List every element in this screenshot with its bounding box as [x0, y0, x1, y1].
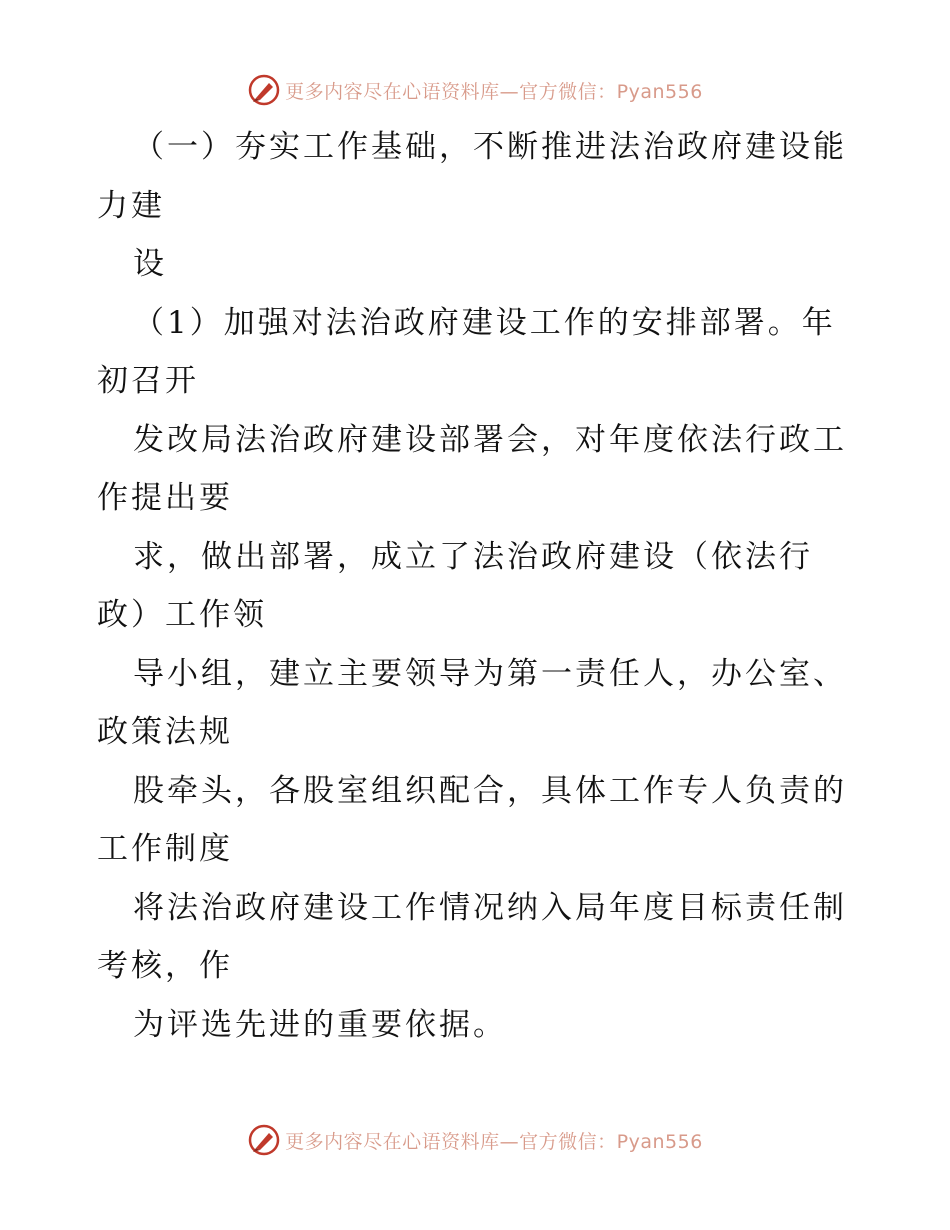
text-line: 设: [133, 246, 167, 282]
text-line: 发改局法治政府建设部署会，对年度依法行政工: [133, 422, 847, 458]
watermark-text: 更多内容尽在心语资料库—官方微信：Pyan556: [285, 1130, 703, 1153]
text-line: 政策法规: [97, 714, 233, 750]
text-line: 为评选先进的重要依据。: [133, 1007, 507, 1043]
text-line: 股牵头，各股室组织配合，具体工作专人负责的: [133, 773, 847, 809]
text-line: 导小组，建立主要领导为第一责任人，办公室、: [133, 656, 847, 692]
text-line: 将法治政府建设工作情况纳入局年度目标责任制: [133, 890, 847, 926]
text-line: 作提出要: [97, 480, 233, 516]
text-line: 初召开: [97, 363, 199, 399]
text-line: 政）工作领: [97, 597, 267, 633]
header-watermark: [0, 70, 950, 110]
text-line: （1）加强对法治政府建设工作的安排部署。年: [133, 305, 836, 341]
text-line: 求，做出部署，成立了法治政府建设（依法行: [133, 539, 813, 575]
text-line: 考核，作: [97, 948, 233, 984]
text-line: （一）夯实工作基础，不断推进法治政府建设能: [133, 129, 847, 165]
pen-nib-icon: [247, 73, 281, 107]
text-line: 力建: [97, 188, 165, 224]
watermark-text: 更多内容尽在心语资料库—官方微信：Pyan556: [285, 80, 703, 103]
pen-nib-icon: [247, 1123, 281, 1157]
footer-watermark: [0, 1120, 950, 1160]
text-line: 工作制度: [97, 831, 233, 867]
